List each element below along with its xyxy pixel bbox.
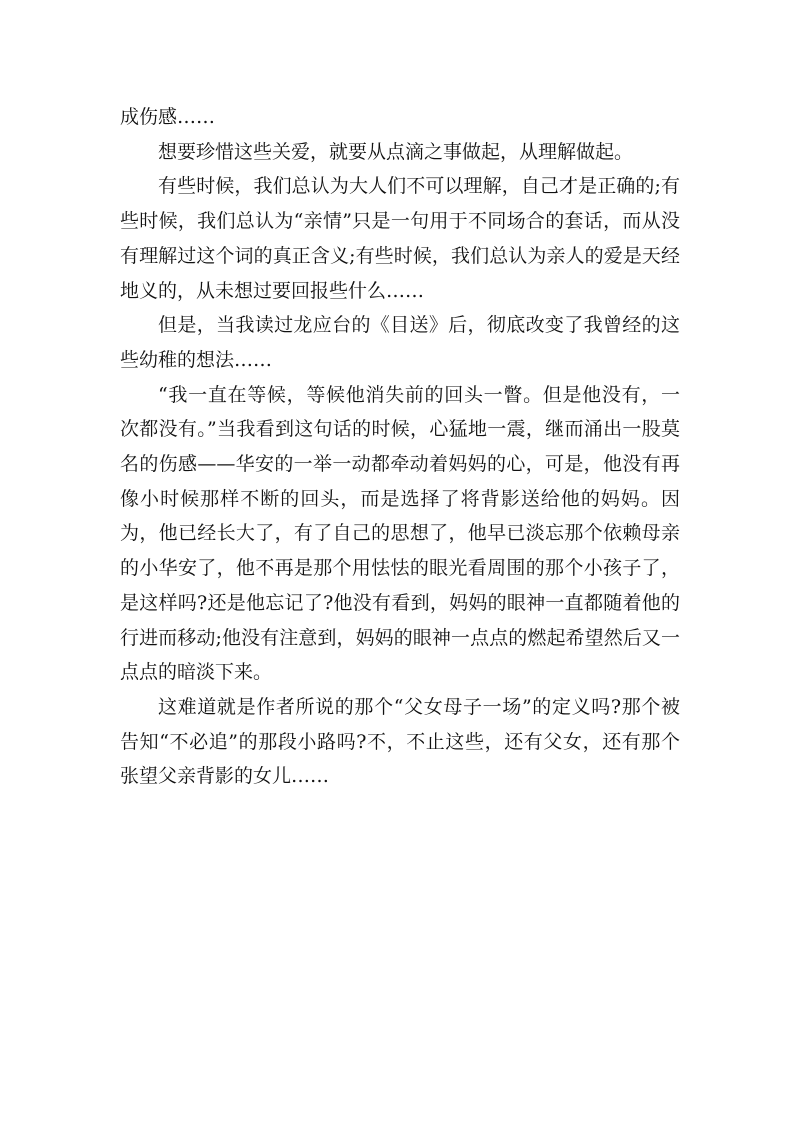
paragraph-2: 想要珍惜这些关爱，就要从点滴之事做起，从理解做起。 [158, 140, 634, 163]
paragraph-5: “我一直在等候，等候他消失前的回头一瞥。但是他没有，一次都没有。”当我看到这句话的时候，心猛地一震，继而涌出一股莫名的伤感——华安的一举一动都牵动着妈妈的心，可是，他没有再像小时候那样不断的回头，而是选择了将背影送给他的妈妈。因为，他已经长大了，有了自己的思想了，他早已淡忘那个依赖母亲的小华安了，他不再是那个用怯怯的眼光看周围的那个小孩子了，是这样吗?还是他忘记了?他没有看到，妈妈的眼神一直都随着他的行进而移动;他没有注意到，妈妈的眼神一点点的燃起希望然后又一点点的暗淡下来。 [120, 383, 680, 684]
paragraph-1: 成伤感…… [120, 106, 216, 128]
paragraph-4: 但是，当我读过龙应台的《目送》后，彻底改变了我曾经的这些幼稚的想法…… [120, 314, 680, 371]
essay-body [120, 100, 680, 794]
paragraph-6: 这难道就是作者所说的那个“父女母子一场”的定义吗?那个被告知“不必追”的那段小路吗?不，不止这些，还有父女，还有那个张望父亲背影的女儿…… [120, 695, 680, 788]
paragraph-3: 有些时候，我们总认为大人们不可以理解，自己才是正确的;有些时候，我们总认为“亲情”只是一句用于不同场合的套话，而从没有理解过这个词的真正含义;有些时候，我们总认为亲人的爱是天经地义的，从未想过要回报些什么…… [120, 175, 680, 302]
